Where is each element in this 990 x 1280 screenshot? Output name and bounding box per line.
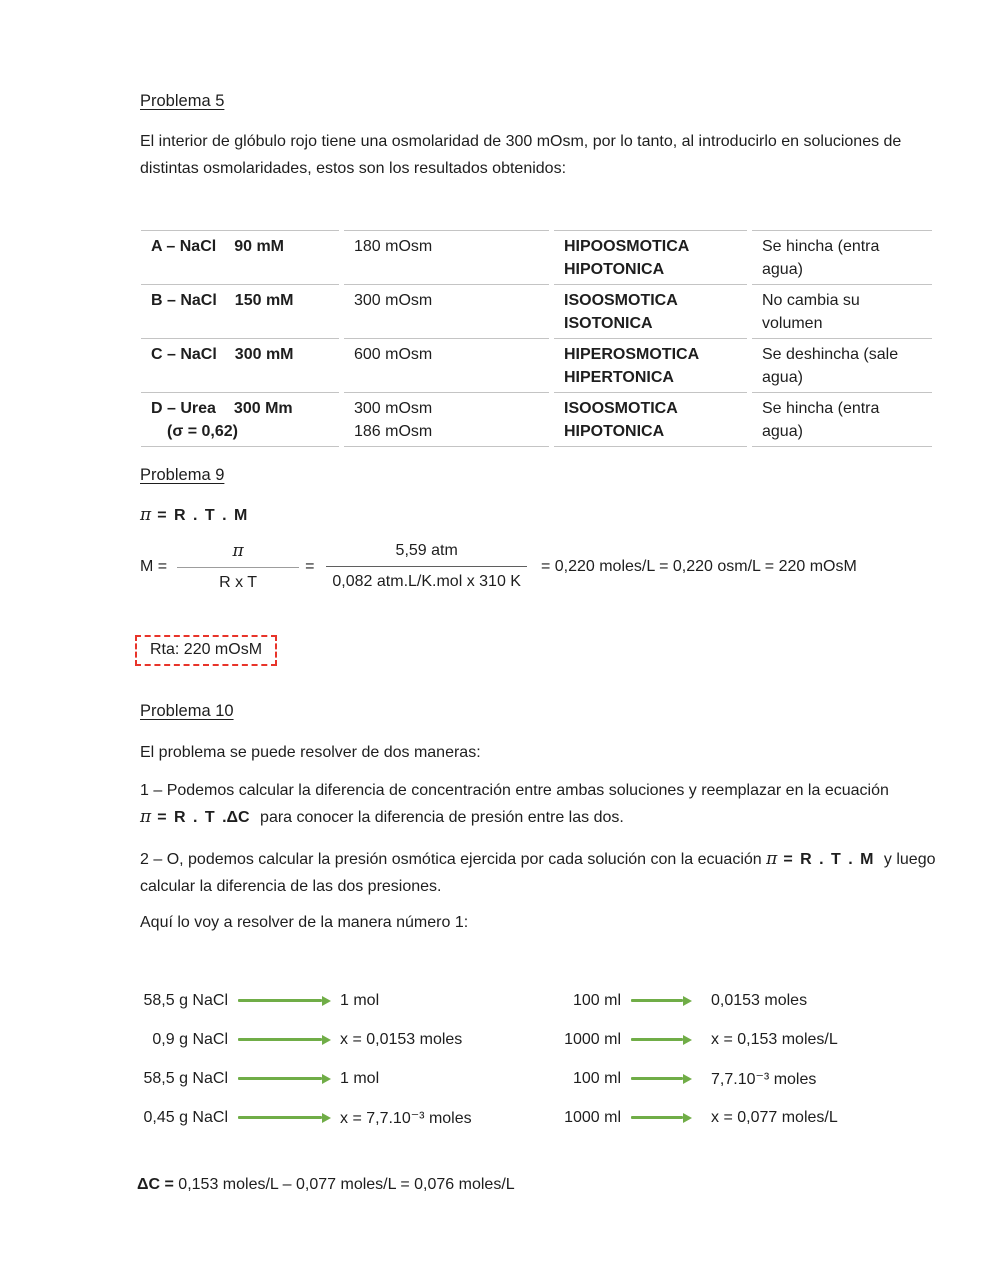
right-arrow-icon — [631, 996, 692, 1006]
right-arrow-icon — [631, 1074, 692, 1084]
table-row-a — [141, 230, 932, 284]
osmolarity-cell: 180 mOsm — [344, 230, 549, 284]
osmolarity-cell: 300 mOsm — [344, 284, 549, 338]
table-row-d — [141, 392, 932, 447]
delta-c-value: 0,153 moles/L – 0,077 moles/L = 0,076 moles/L — [178, 1176, 515, 1193]
fraction-numerator: π — [232, 541, 244, 561]
sample-cell: B – NaCl 150 mM — [141, 284, 339, 338]
equation-equals: = — [305, 557, 315, 575]
problema-5-intro: El interior de glóbulo rojo tiene una osmolaridad de 300 mOsm, por lo tanto, al introducirlo en soluciones de distintas osmolaridades, estos son los resultados obtenidos: — [140, 133, 902, 177]
fraction-denominator: R x T — [177, 567, 299, 592]
result-cell: Se hincha (entra agua) — [752, 230, 932, 284]
conversion-row: 58,5 g NaCl 1 mol 100 ml 7,7.10⁻³ moles — [143, 1069, 817, 1088]
option-1-paragraph: 1 – Podemos calcular la diferencia de concentración entre ambas soluciones y reemplazar en la ecuación π = R . T .ΔC para conocer la diferencia de presión entre las dos. — [140, 782, 889, 827]
molarity-equation — [140, 541, 857, 592]
table-row-c — [141, 338, 932, 392]
right-arrow-icon — [238, 1035, 331, 1045]
tonicity-cell: HIPEROSMOTICA HIPERTONICA — [554, 338, 747, 392]
option-2-paragraph: 2 – O, podemos calcular la presión osmótica ejercida por cada solución con la ecuación π = R . T . M y luego calcular la diferencia de las dos presiones. — [140, 849, 936, 895]
problema-10-intro: El problema se puede resolver de dos maneras: — [140, 744, 481, 761]
osmolarity-cell: 300 mOsm 186 mOsm — [344, 392, 549, 447]
osmolarity-table — [136, 230, 937, 447]
problema-9-title: Problema 9 — [140, 466, 225, 484]
conversion-row: 0,45 g NaCl x = 7,7.10⁻³ moles 1000 ml x = 0,077 moles/L — [143, 1108, 838, 1127]
delta-c-label: ΔC = — [137, 1176, 174, 1193]
method-note: Aquí lo voy a resolver de la manera número 1: — [140, 914, 469, 931]
equation-lhs: M = — [140, 557, 168, 575]
conversion-row: 58,5 g NaCl 1 mol 100 ml 0,0153 moles — [143, 991, 808, 1009]
right-arrow-icon — [631, 1035, 692, 1045]
right-arrow-icon — [238, 996, 331, 1006]
pi-rtm-formula — [140, 505, 253, 525]
pi-symbol: π — [140, 505, 152, 525]
pi-symbol: π — [140, 807, 152, 827]
answer-box: Rta: 220 mOsM — [135, 635, 277, 666]
right-arrow-icon — [631, 1113, 692, 1123]
conversion-block — [140, 981, 838, 1137]
problema-5-title: Problema 5 — [140, 92, 225, 110]
right-arrow-icon — [238, 1113, 331, 1123]
inline-formula: = R . T . M — [783, 851, 874, 868]
inline-formula: = R . T .ΔC — [157, 809, 250, 826]
equation-result: = 0,220 moles/L = 0,220 osm/L = 220 mOsM — [540, 557, 857, 575]
pi-symbol: π — [766, 849, 778, 869]
formula-rest: = R . T . M — [157, 507, 248, 524]
sample-cell: D – Urea 300 Mm (σ = 0,62) — [141, 392, 339, 447]
sample-cell: C – NaCl 300 mM — [141, 338, 339, 392]
result-cell: No cambia su volumen — [752, 284, 932, 338]
tonicity-cell: ISOOSMOTICA ISOTONICA — [554, 284, 747, 338]
delta-c-result — [137, 1176, 515, 1194]
fraction-denominator: 0,082 atm.L/K.mol x 310 K — [326, 566, 527, 591]
right-arrow-icon — [238, 1074, 331, 1084]
result-cell: Se deshincha (sale agua) — [752, 338, 932, 392]
result-cell: Se hincha (entra agua) — [752, 392, 932, 447]
tonicity-cell: HIPOOSMOTICA HIPOTONICA — [554, 230, 747, 284]
osmolarity-cell: 600 mOsm — [344, 338, 549, 392]
fraction-pi-over-rt — [177, 541, 299, 592]
tonicity-cell: ISOOSMOTICA HIPOTONICA — [554, 392, 747, 447]
sample-cell: A – NaCl 90 mM — [141, 230, 339, 284]
conversion-row: 0,9 g NaCl x = 0,0153 moles 1000 ml x = 0,153 moles/L — [152, 1030, 838, 1048]
problema-10-title: Problema 10 — [140, 702, 234, 720]
fraction-numeric — [326, 542, 527, 591]
fraction-numerator: 5,59 atm — [395, 542, 458, 559]
table-row-b — [141, 284, 932, 338]
